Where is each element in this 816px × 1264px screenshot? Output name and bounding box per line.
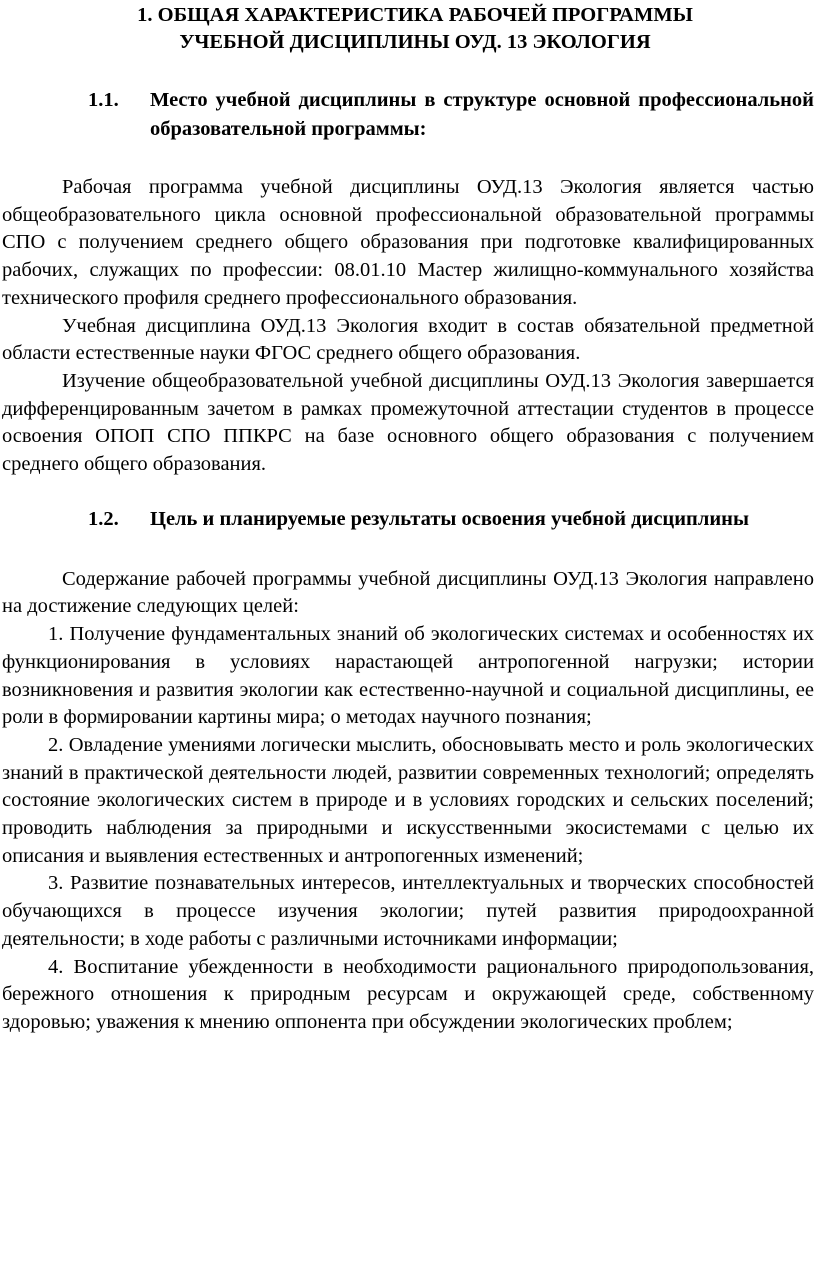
list-item: 1. Получение фундаментальных знаний об экологических системах и особенностях их функционирования в условиях нарастающей антропогенной нагрузки; истории возникновения и развития экологии как естественно-научной и социальной дисциплины, ее роли в формировании картины мира; о методах научного познания;	[2, 623, 814, 729]
section-heading-text: Место учебной дисциплины в структуре основной профессиональной образовательной программы:	[150, 89, 814, 140]
list-item: 2. Овладение умениями логически мыслить, обосновывать место и роль экологических знаний в практической деятельности людей, развитии современных технологий; определять состояние экологических систем в природе и в условиях городских и сельских поселений; проводить наблюдения за природными и искусственными экосистемами с целью их описания и выявления естественных и антропогенных изменений;	[2, 733, 814, 867]
paragraph: Содержание рабочей программы учебной дисциплины ОУД.13 Экология направлено на достижение следующих целей:	[2, 567, 814, 618]
paragraph: Изучение общеобразовательной учебной дисциплины ОУД.13 Экология завершается дифференцированным зачетом в рамках промежуточной аттестации студентов в процессе освоения ОПОП СПО ППКРС на базе основного общего образования с получением среднего общего образования.	[2, 369, 814, 476]
document-title	[2, 2, 814, 56]
list-item: 3. Развитие познавательных интересов, интеллектуальных и творческих способностей обучающихся в процессе изучения экологии; путей развития природоохранной деятельности; в ходе работы с различными источниками информации;	[2, 872, 814, 950]
section-number: 1.2.	[88, 507, 119, 530]
paragraph: Учебная дисциплина ОУД.13 Экология входит в состав обязательной предметной области естественные науки ФГОС среднего общего образования.	[2, 314, 814, 365]
section-heading-1-1	[2, 86, 814, 144]
list-item: 4. Воспитание убежденности в необходимости рационального природопользования, бережного отношения к природным ресурсам и окружающей среде, собственному здоровью; уважения к мнению оппонента при обсуждении экологических проблем;	[2, 955, 814, 1033]
section-heading-text: Цель и планируемые результаты освоения учебной дисциплины	[150, 507, 749, 530]
section-heading-1-2	[2, 505, 814, 534]
paragraph: Рабочая программа учебной дисциплины ОУД.13 Экология является частью общеобразовательного цикла основной профессиональной образовательной программы СПО с получением среднего общего образования при подготовке квалифицированных рабочих, служащих по профессии: 08.01.10 Мастер жилищно-коммунального хозяйства технического профиля среднего профессионального образования.	[2, 176, 814, 309]
title-line-2: УЧЕБНОЙ ДИСЦИПЛИНЫ ОУД. 13 ЭКОЛОГИЯ	[179, 31, 651, 53]
section-number: 1.1.	[88, 89, 119, 111]
title-line-1: 1. ОБЩАЯ ХАРАКТЕРИСТИКА РАБОЧЕЙ ПРОГРАММЫ	[137, 4, 693, 26]
